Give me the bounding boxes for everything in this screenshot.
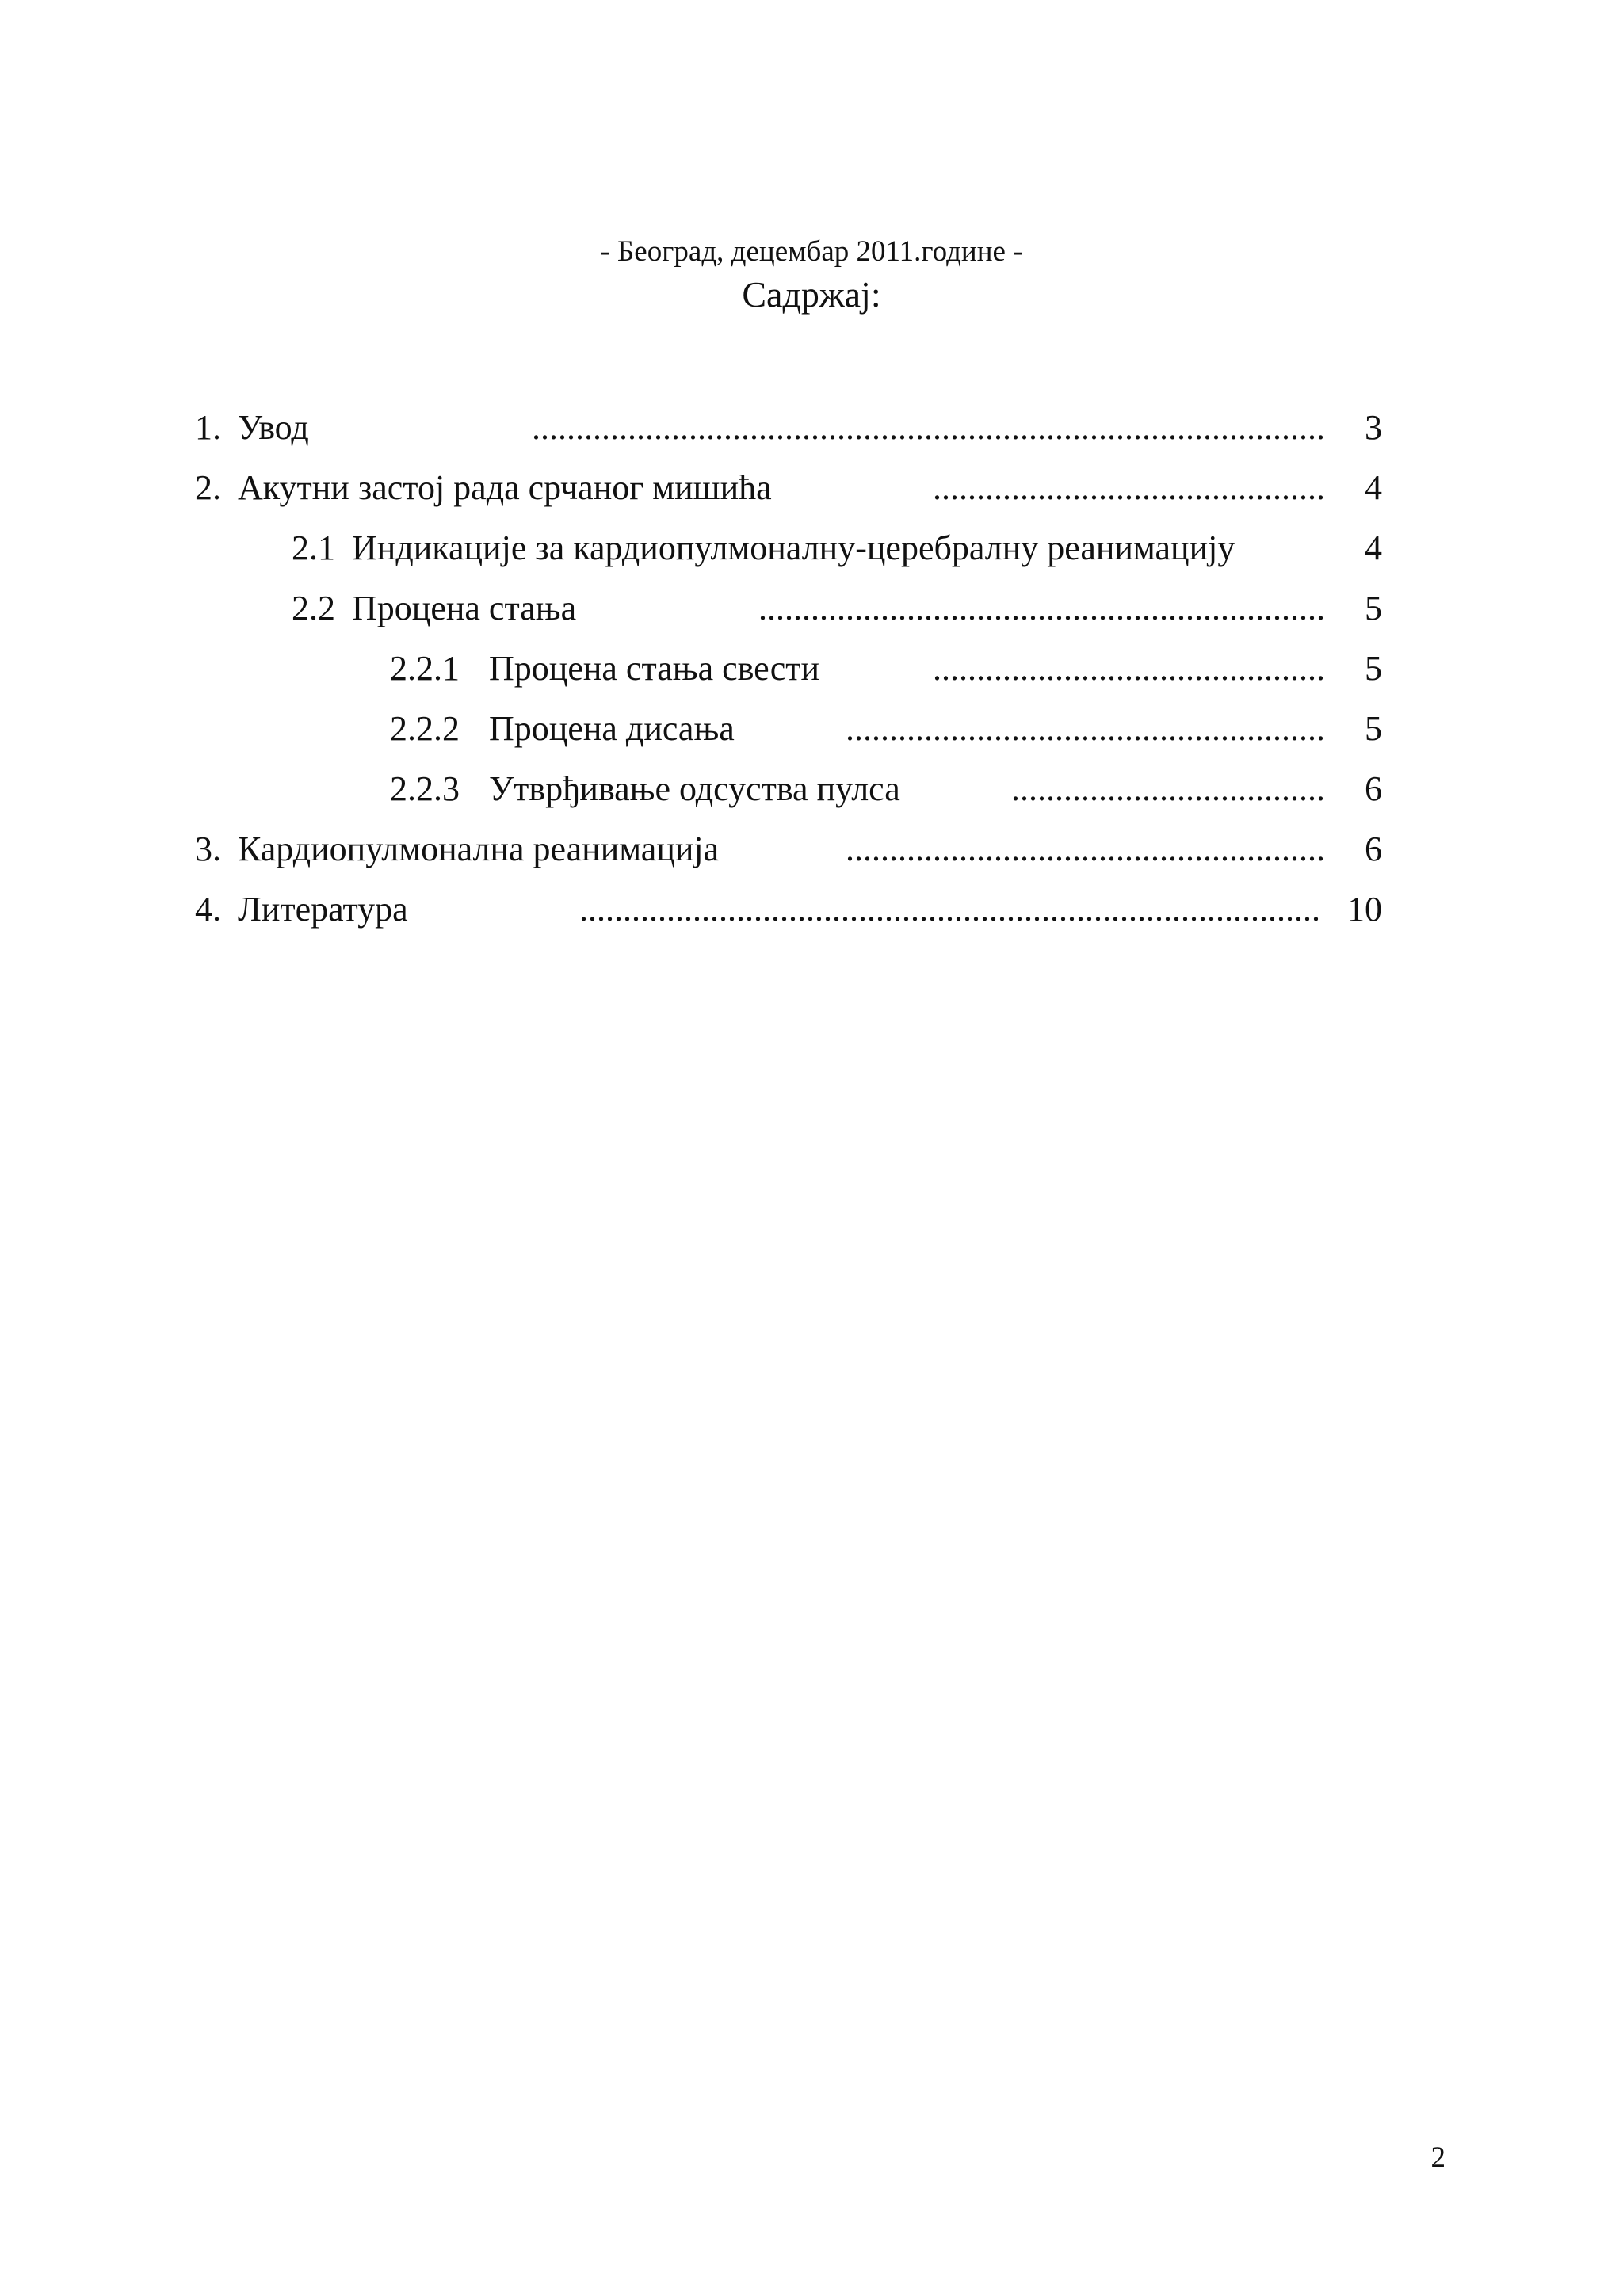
toc-entry-number: 1. bbox=[195, 408, 221, 447]
toc-entry[interactable] bbox=[390, 646, 819, 691]
toc-entry-leader: ....................................................... bbox=[846, 830, 1325, 868]
toc-entry[interactable] bbox=[195, 887, 408, 932]
toc-entry-number: 2.2 bbox=[292, 589, 335, 627]
toc-entry-page: 5 bbox=[1365, 649, 1382, 688]
toc-entry-title: Акутни застој рада срчаног мишића bbox=[238, 468, 772, 507]
date-line: - Београд, децембар 2011.године - bbox=[600, 235, 1023, 268]
toc-entry-title: Литература bbox=[238, 890, 408, 929]
toc-entry-leader: ........................................................................................... bbox=[532, 408, 1325, 447]
toc-entry-title: Кардиопулмонална реанимација bbox=[238, 830, 720, 868]
toc-entry[interactable] bbox=[195, 406, 309, 450]
toc-entry-page: 6 bbox=[1365, 830, 1382, 868]
toc-entry-title: Процена дисања bbox=[489, 709, 735, 748]
toc-entry-number: 3. bbox=[195, 830, 221, 868]
toc-entry[interactable] bbox=[390, 707, 735, 751]
toc-entry-title: Процена стања свести bbox=[489, 649, 820, 688]
toc-entry[interactable] bbox=[390, 767, 900, 811]
toc-entry-number: 2.2.3 bbox=[390, 769, 460, 808]
toc-entry-page: 3 bbox=[1365, 408, 1382, 447]
toc-entry[interactable] bbox=[195, 466, 772, 510]
toc-entry-leader: ....................................................... bbox=[846, 709, 1325, 748]
toc-entry-page: 4 bbox=[1365, 468, 1382, 507]
page-number: 2 bbox=[1430, 2142, 1445, 2174]
toc-title: Садржај: bbox=[742, 274, 881, 315]
toc-entry-leader: ............................................. bbox=[933, 468, 1325, 507]
toc-entry-leader: ............................................. bbox=[933, 649, 1325, 688]
toc-entry[interactable] bbox=[195, 827, 719, 871]
toc-entry-number: 2. bbox=[195, 468, 221, 507]
toc-entry-number: 2.1 bbox=[292, 528, 335, 567]
toc-entry-title: Индикације за кардиопулмоналну-церебралну реанимацију bbox=[352, 528, 1235, 567]
toc-entry-number: 4. bbox=[195, 890, 221, 929]
toc-entry-page: 10 bbox=[1347, 890, 1382, 929]
toc-entry[interactable] bbox=[292, 526, 1235, 570]
toc-entry-leader: .................................... bbox=[1011, 769, 1325, 808]
toc-entry-title: Увод bbox=[238, 408, 309, 447]
toc-entry-page: 4 bbox=[1365, 528, 1382, 567]
toc-entry-page: 5 bbox=[1365, 589, 1382, 627]
toc-entry-leader: ................................................................. bbox=[758, 589, 1325, 627]
toc-entry[interactable] bbox=[292, 586, 576, 631]
toc-entry-title: Процена стања bbox=[352, 589, 577, 627]
toc-entry-page: 6 bbox=[1365, 769, 1382, 808]
toc-entry-title: Утврђивање одсуства пулса bbox=[489, 769, 900, 808]
toc-entry-page: 5 bbox=[1365, 709, 1382, 748]
toc-entry-number: 2.2.2 bbox=[390, 709, 460, 748]
toc-entry-leader: ..................................................................................... bbox=[579, 890, 1320, 929]
toc-entry-number: 2.2.1 bbox=[390, 649, 460, 688]
